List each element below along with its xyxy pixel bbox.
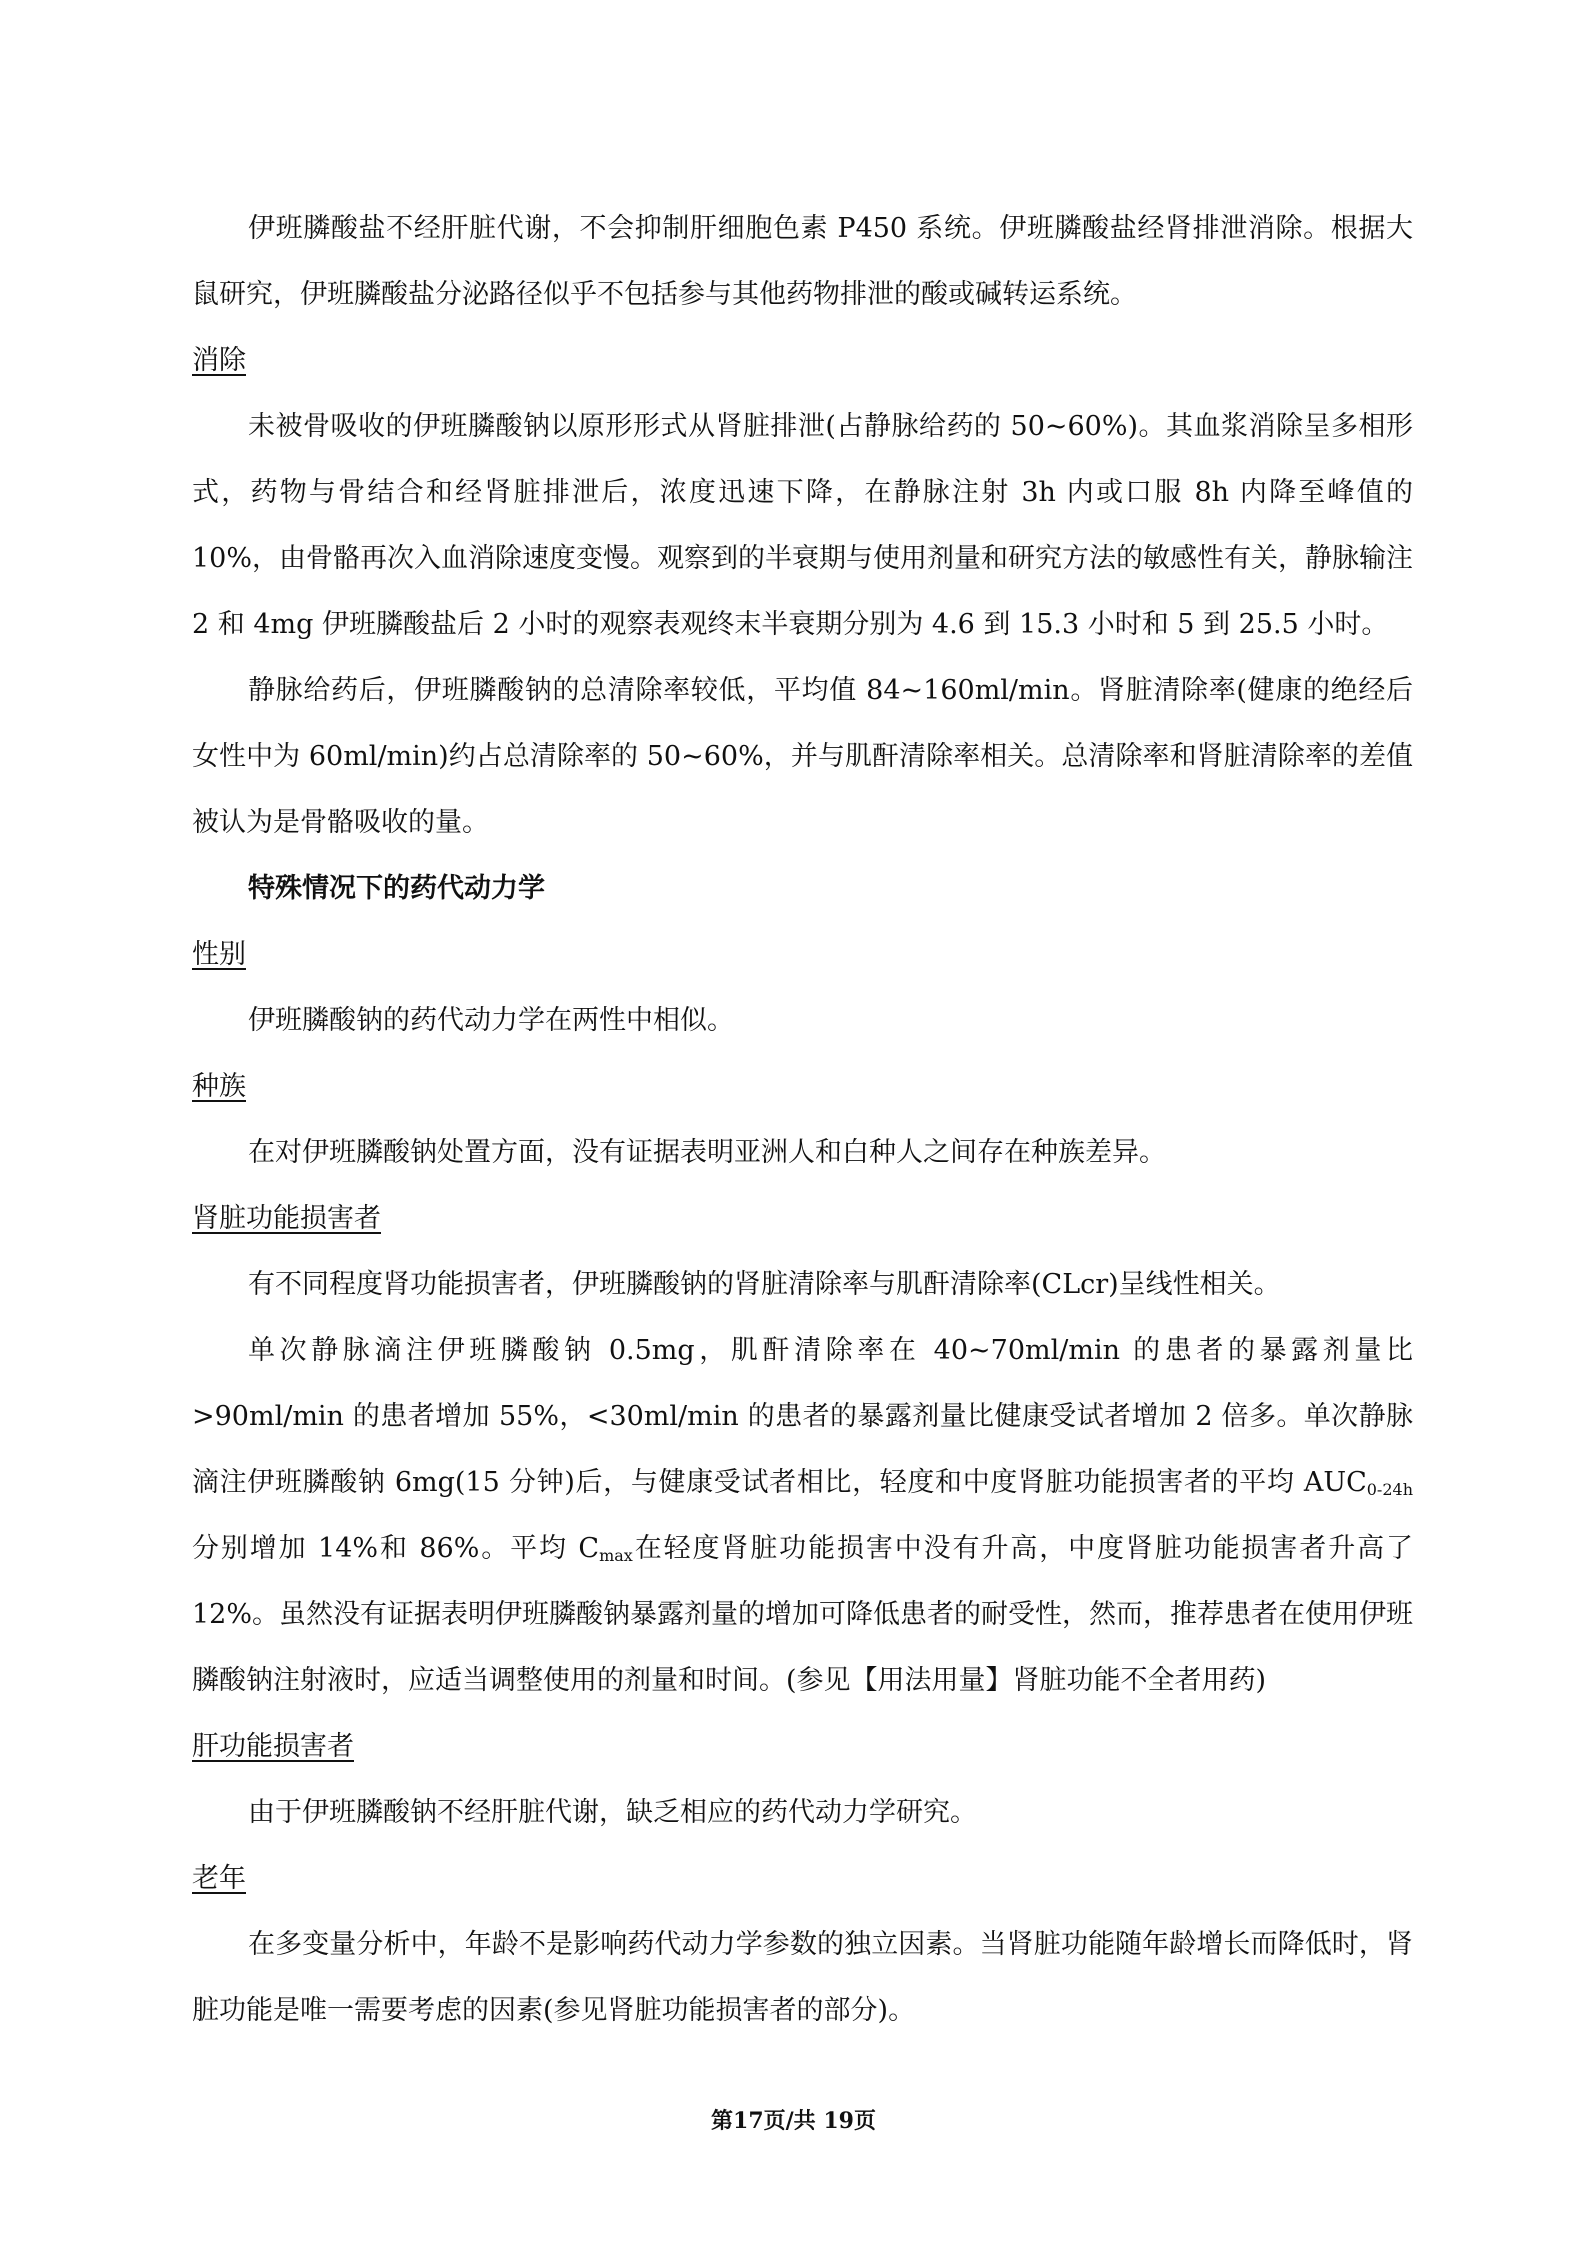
paragraph-metabolism: 伊班膦酸盐不经肝脏代谢，不会抑制肝细胞色素 P450 系统。伊班膦酸盐经肾排泄消除。根据大鼠研究，伊班膦酸盐分泌路径似乎不包括参与其他药物排泄的酸或碱转运系统。: [192, 213, 1413, 310]
renal-text-b: 分别增加 14%和 86%。平均 C: [192, 1533, 600, 1564]
paragraph-gender: 伊班膦酸钠的药代动力学在两性中相似。: [248, 1005, 734, 1036]
heading-gender: 性别: [192, 939, 246, 970]
heading-renal: 肾脏功能损害者: [192, 1203, 381, 1234]
paragraph-renal-exposure: [192, 1318, 1413, 1714]
paragraph-renal-clcr: 有不同程度肾功能损害者，伊班膦酸钠的肾脏清除率与肌酐清除率(CLcr)呈线性相关。: [248, 1269, 1281, 1300]
cmax-subscript: max: [599, 1546, 633, 1565]
paragraph-elimination: 未被骨吸收的伊班膦酸钠以原形形式从肾脏排泄(占静脉给药的 50~60%)。其血浆消除呈多相形式，药物与骨结合和经肾脏排泄后，浓度迅速下降，在静脉注射 3h 内或口服 8h 内降至峰值的 10%，由骨骼再次入血消除速度变慢。观察到的半衰期与使用剂量和研究方法的敏感性有关，静脉输注 2 和 4mg 伊班膦酸盐后 2 小时的观察表观终末半衰期分别为 4.6 到 15.3 小时和 5 到 25.5 小时。: [192, 411, 1414, 640]
renal-text-a: 单次静脉滴注伊班膦酸钠 0.5mg，肌酐清除率在 40~70ml/min 的患者的暴露剂量比>90ml/min 的患者增加 55%，<30ml/min 的患者的暴露剂量比健康受试者增加 2 倍多。单次静脉滴注伊班膦酸钠 6mg(15 分钟)后，与健康受试者相比，轻度和中度肾脏功能损害者的平均 AUC: [192, 1335, 1413, 1498]
heading-special-pk: 特殊情况下的药代动力学: [248, 873, 545, 904]
paragraph-elderly: 在多变量分析中，年龄不是影响药代动力学参数的独立因素。当肾脏功能随年龄增长而降低时，肾脏功能是唯一需要考虑的因素(参见肾脏功能损害者的部分)。: [192, 1929, 1413, 2026]
heading-elderly: 老年: [192, 1863, 246, 1894]
renal-text-c: 在轻度肾脏功能损害中没有升高，中度肾脏功能损害者升高了 12%。虽然没有证据表明伊班膦酸钠暴露剂量的增加可降低患者的耐受性，然而，推荐患者在使用伊班膦酸钠注射液时，应适当调整使用的剂量和时间。(参见【用法用量】肾脏功能不全者用药): [192, 1533, 1414, 1696]
heading-race: 种族: [192, 1071, 246, 1102]
paragraph-hepatic: 由于伊班膦酸钠不经肝脏代谢，缺乏相应的药代动力学研究。: [248, 1797, 977, 1828]
paragraph-race: 在对伊班膦酸钠处置方面，没有证据表明亚洲人和白种人之间存在种族差异。: [248, 1137, 1166, 1168]
paragraph-clearance: 静脉给药后，伊班膦酸钠的总清除率较低，平均值 84~160ml/min。肾脏清除率(健康的绝经后女性中为 60ml/min)约占总清除率的 50~60%，并与肌酐清除率相关。总清除率和肾脏清除率的差值被认为是骨骼吸收的量。: [192, 675, 1413, 838]
heading-hepatic: 肝功能损害者: [192, 1731, 354, 1762]
page-number-footer: 第17页/共 19页: [711, 2108, 876, 2134]
auc-subscript: 0-24h: [1366, 1480, 1413, 1499]
heading-elimination: 消除: [192, 345, 246, 376]
